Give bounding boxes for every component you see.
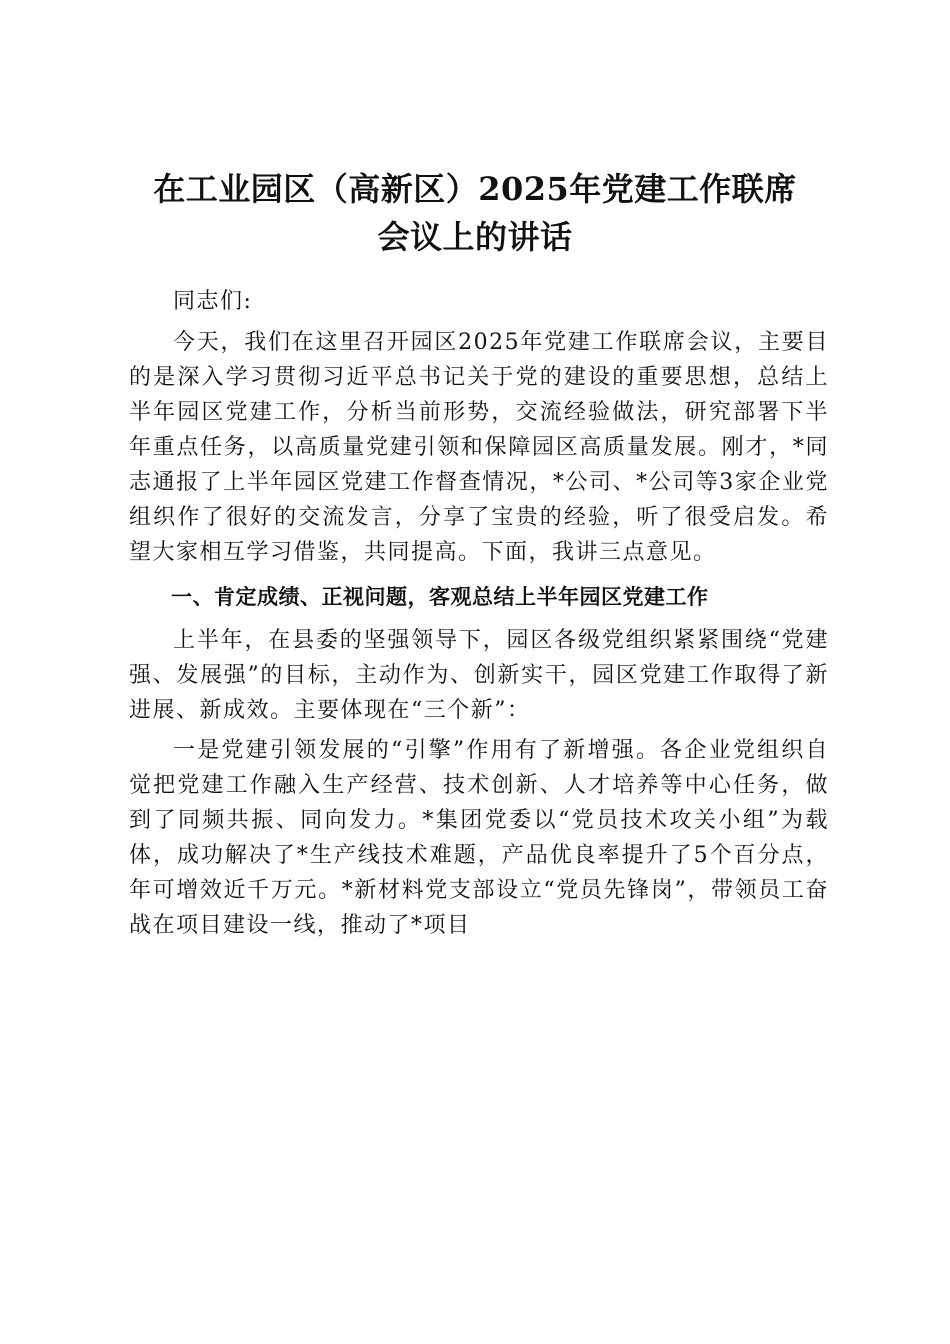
section-heading-1: 一、肯定成绩、正视问题，客观总结上半年园区党建工作 [171,585,709,609]
document-title [120,165,830,261]
title-line-1: 在工业园区（高新区）2025年党建工作联席 [153,170,797,208]
greeting: 同志们: [173,289,253,314]
paragraph-point-1: 一是党建引领发展的“引擎”作用有了新增强。各企业党组织自觉把党建工作融入生产经营、技术创新、人才培养等中心任务，做到了同频共振、同向发力。*集团党委以“党员技术攻关小组”为载体，成功解决了*生产线技术难题，产品优良率提升了5个百分点，年可增效近千万元。*新材料党支部设立“党员先锋岗”，带领员工奋战在项目建设一线，推动了*项目 [129,738,829,938]
paragraph-intro: 今天，我们在这里召开园区2025年党建工作联席会议，主要目的是深入学习贯彻习近平总书记关于党的建设的重要思想，总结上半年园区党建工作，分析当前形势，交流经验做法，研究部署下半年重点任务，以高质量党建引领和保障园区高质量发展。刚才，*同志通报了上半年园区党建工作督查情况，*公司、*公司等3家企业党组织作了很好的交流发言，分享了宝贵的经验，听了很受启发。希望大家相互学习借鉴，共同提高。下面，我讲三点意见。 [129,330,829,565]
title-line-2: 会议上的讲话 [377,218,573,256]
paragraph-summary: 上半年，在县委的坚强领导下，园区各级党组织紧紧围绕“党建强、发展强”的目标，主动作为、创新实干，园区党建工作取得了新进展、新成效。主要体现在“三个新”： [129,628,829,723]
document-body [129,284,829,943]
